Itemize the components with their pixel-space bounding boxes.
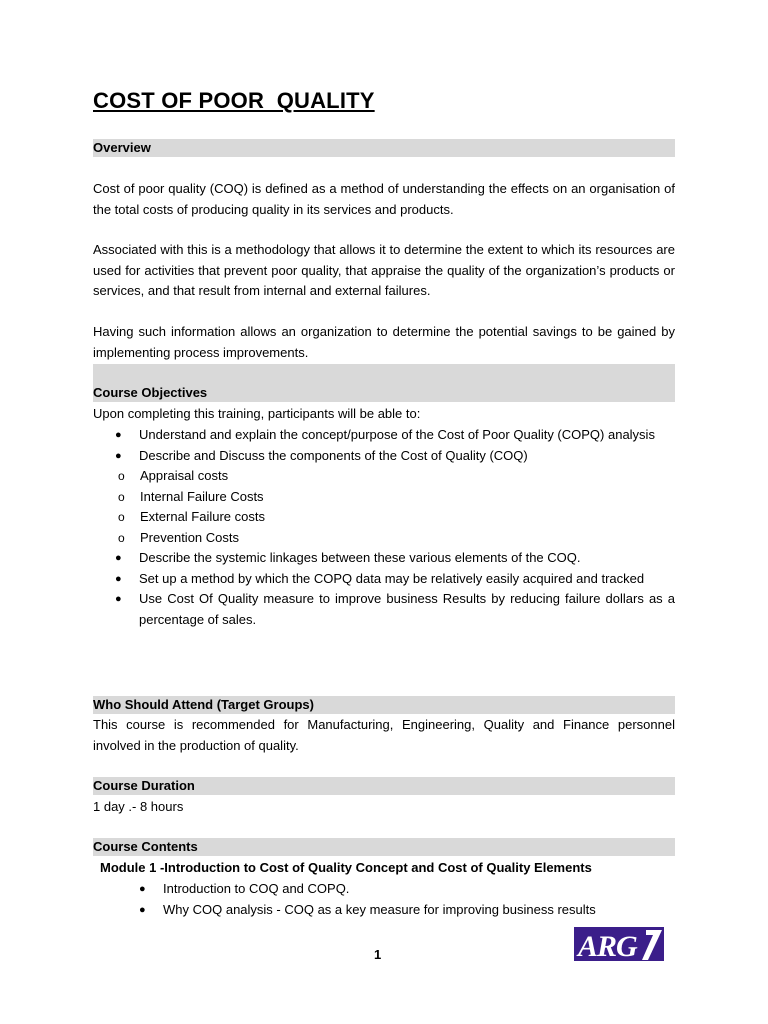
page-title: COST OF POOR QUALITY (93, 88, 375, 113)
overview-paragraph-1: Cost of poor quality (COQ) is defined as a method of understanding the effects on an organisation of the total costs of producing quality in its services and products. (93, 181, 675, 217)
circle-bullet-icon: o (118, 469, 125, 483)
section-heading-attend: Who Should Attend (Target Groups) (93, 696, 675, 714)
logo-text: ARG (578, 930, 637, 961)
list-item: ● Use Cost Of Quality measure to improve business Results by reducing failure dollars as a percentage of sales. (115, 591, 675, 627)
bullet-icon: ● (115, 552, 122, 564)
module-1-list (93, 879, 675, 920)
section-heading-duration: Course Duration (93, 777, 675, 795)
bullet-icon: ● (115, 593, 122, 605)
list-item: ● Describe and Discuss the components of the Cost of Quality (COQ) o Appraisal costs o Internal Failure Costs o External Failure costs o Prevention Costs (93, 446, 675, 549)
list-item: o External Failure costs (93, 507, 675, 528)
circle-bullet-icon: o (118, 530, 125, 545)
overview-paragraph-2: Associated with this is a methodology that allows it to determine the extent to which its resources are used for activities that prevent poor quality, that appraise the quality of the organization’s products or services, and that result from internal and external failures. (93, 242, 675, 298)
list-item: ● Introduction to COQ and COPQ. (93, 879, 675, 900)
section-heading-contents: Course Contents (93, 838, 675, 856)
bullet-icon: ● (139, 883, 146, 895)
bullet-icon: ● (115, 449, 122, 462)
bullet-icon: ● (115, 429, 122, 441)
section-heading-objectives: Course Objectives (93, 364, 675, 402)
list-item: ● Understand and explain the concept/purpose of the Cost of Poor Quality (COPQ) analysis (93, 425, 675, 446)
objectives-list (93, 425, 675, 630)
arg-logo (574, 927, 664, 961)
components-list (93, 466, 675, 548)
list-item: ● Why COQ analysis - COQ as a key measure for improving business results (93, 900, 675, 921)
list-item: o Internal Failure Costs (93, 487, 675, 508)
list-item: ● Describe the systemic linkages between these various elements of the COQ. (93, 548, 675, 569)
bullet-icon: ● (139, 903, 146, 916)
bullet-icon: ● (115, 572, 122, 585)
list-item: o Appraisal costs (93, 466, 675, 487)
overview-paragraph-3: Having such information allows an organization to determine the potential savings to be gained by implementing process improvements. (93, 324, 675, 360)
circle-bullet-icon: o (118, 510, 125, 524)
module-title: Module 1 -Introduction to Cost of Quality Concept and Cost of Quality Elements (100, 860, 592, 875)
attend-text: This course is recommended for Manufacturing, Engineering, Quality and Finance personnel involved in the production of quality. (93, 717, 675, 753)
objectives-intro: Upon completing this training, participants will be able to: (93, 406, 421, 421)
duration-text: 1 day .- 8 hours (93, 799, 184, 814)
page-number: 1 (374, 947, 382, 962)
circle-bullet-icon: o (118, 489, 125, 504)
list-item: o Prevention Costs (93, 528, 675, 549)
list-item: ● Set up a method by which the COPQ data may be relatively easily acquired and tracked (93, 569, 675, 590)
section-heading-overview: Overview (93, 139, 675, 157)
